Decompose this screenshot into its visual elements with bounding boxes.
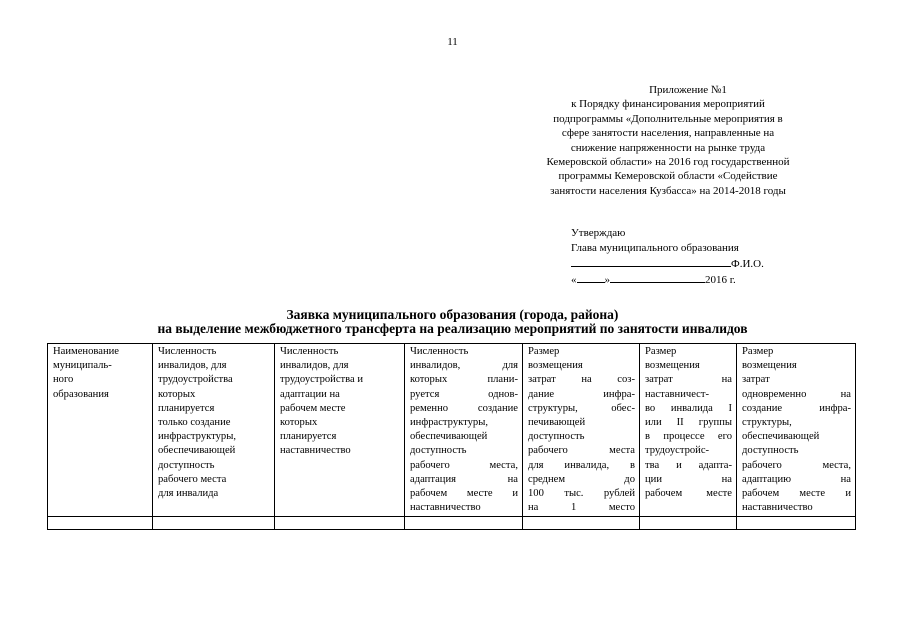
header-text-line: рабочем месте: [645, 488, 732, 500]
header-text-line: наставничество: [742, 502, 813, 514]
header-text-line: образования: [53, 388, 109, 400]
appendix-block: [512, 83, 824, 198]
header-text-line: которых: [280, 417, 318, 429]
header-text-line: в процессе его: [645, 431, 732, 443]
header-text-line: структуры, обес-: [528, 402, 635, 414]
header-text-line: только создание: [158, 417, 231, 429]
header-text-line: структуры,: [742, 417, 792, 429]
table-cell[interactable]: [640, 517, 737, 530]
header-text-line: инвалидов, для: [158, 360, 227, 372]
header-text-line: которых плани-: [410, 374, 518, 386]
header-text-line: среднем до: [528, 473, 635, 485]
date-quote-open: «: [571, 274, 577, 286]
table-cell[interactable]: [275, 517, 405, 530]
header-text-line: адаптация на: [410, 473, 518, 485]
header-text-line: обеспечивающей: [158, 445, 236, 457]
header-text-line: трудоустройства и: [280, 374, 364, 386]
header-text-line: доступность: [158, 459, 215, 471]
table-header-row: [48, 344, 856, 517]
header-text-line: ного: [53, 374, 74, 386]
header-text-line: рабочем месте и: [742, 488, 851, 500]
date-year: 2016 г.: [705, 274, 736, 286]
table-cell[interactable]: [48, 517, 153, 530]
header-text-line: возмещения: [645, 360, 700, 372]
header-text-line: которых: [158, 388, 196, 400]
header-text-line: Размер: [742, 346, 774, 357]
header-text-line: тва и адапта-: [645, 459, 732, 471]
header-text-line: одновременно на: [742, 388, 851, 400]
header-text-line: ременно создание: [410, 402, 518, 414]
header-text-line: на 1 место: [528, 502, 635, 514]
header-text-line: муниципаль-: [53, 360, 112, 372]
header-text-line: обеспечивающей: [742, 431, 820, 443]
header-text-line: наставничест-: [645, 388, 710, 400]
appendix-line: подпрограммы «Дополнительные мероприятия в: [553, 112, 783, 125]
header-text-line: возмещения: [528, 360, 583, 372]
appendix-line: к Порядку финансирования мероприятий: [571, 98, 765, 111]
day-blank: [577, 272, 605, 283]
appendix-line: сфере занятости населения, направленные на: [561, 127, 775, 140]
header-text-line: Численность: [280, 346, 339, 357]
header-text-line: обеспечивающей: [410, 431, 488, 443]
header-text-line: Наименование: [53, 346, 119, 357]
header-combined-count: [405, 344, 523, 517]
header-text-line: затрат на: [645, 374, 732, 386]
header-text-line: для инвалида, в: [528, 459, 635, 471]
header-text-line: инвалидов, для: [410, 360, 518, 372]
header-infrastructure-cost: [523, 344, 640, 517]
page-number: 11: [447, 36, 458, 48]
approve-label: Утверждаю: [571, 227, 626, 239]
header-text-line: затрат на соз-: [528, 374, 635, 386]
header-text-line: Численность: [158, 346, 217, 357]
request-table: [47, 343, 856, 530]
header-text-line: инфраструктуры,: [158, 431, 236, 443]
header-text-line: рабочем месте: [280, 402, 346, 414]
date-quote-close: »: [604, 274, 610, 286]
document-title-line2: на выделение межбюджетного трансферта на реализацию мероприятий по занятости инвалидов: [157, 321, 748, 336]
header-text-line: во инвалида I: [645, 402, 732, 414]
document-title-line1: Заявка муниципального образования (города, района): [286, 307, 619, 322]
header-text-line: Размер: [528, 346, 560, 357]
header-text-line: инвалидов, для: [280, 360, 349, 372]
header-text-line: доступность: [528, 431, 585, 443]
table-cell[interactable]: [153, 517, 275, 530]
header-text-line: рабочего места: [528, 445, 635, 457]
appendix-line: снижение напряженности на рынке труда: [570, 141, 766, 154]
header-text-line: доступность: [742, 445, 799, 457]
header-text-line: трудоустройс-: [645, 445, 710, 457]
header-text-line: или II группы: [645, 417, 732, 429]
date-line: [571, 272, 801, 288]
header-text-line: создание инфра-: [742, 402, 851, 414]
header-text-line: инфраструктуры,: [410, 417, 488, 429]
header-text-line: дание инфра-: [528, 388, 635, 400]
approver-position: Глава муниципального образования: [571, 242, 739, 254]
table-cell[interactable]: [405, 517, 523, 530]
appendix-line: занятости населения Кузбасса» на 2014-2018 годы: [550, 184, 786, 197]
header-text-line: наставничество: [410, 502, 481, 514]
header-text-line: планируется: [158, 402, 215, 414]
header-text-line: рабочего места,: [742, 459, 851, 471]
signature-blank: [571, 256, 731, 267]
header-combined-cost: [737, 344, 856, 517]
header-mentoring-cost: [640, 344, 737, 517]
header-text-line: наставничество: [280, 445, 351, 457]
header-text-line: возмещения: [742, 360, 797, 372]
header-text-line: трудоустройства: [158, 374, 233, 386]
table-row: [48, 517, 856, 530]
header-municipality: [48, 344, 153, 517]
fio-label: Ф.И.О.: [731, 258, 764, 270]
document-title: [0, 308, 905, 336]
table-cell[interactable]: [523, 517, 640, 530]
header-text-line: 100 тыс. рублей: [528, 488, 635, 500]
appendix-line: программы Кемеровской области «Содействие: [558, 170, 778, 183]
header-text-line: доступность: [410, 445, 467, 457]
appendix-title: Приложение №1: [649, 84, 727, 96]
header-text-line: Размер: [645, 346, 677, 357]
signature-line: [571, 256, 801, 272]
appendix-line: Кемеровской области» на 2016 год государственной: [546, 156, 790, 169]
header-text-line: рабочем месте и: [410, 488, 518, 500]
header-text-line: ции на: [645, 473, 732, 485]
header-text-line: печивающей: [528, 417, 586, 429]
header-text-line: руется однов-: [410, 388, 518, 400]
header-text-line: адаптацию на: [742, 473, 851, 485]
header-text-line: рабочего места: [158, 473, 227, 485]
header-text-line: Численность: [410, 346, 469, 357]
approval-block: [571, 226, 801, 288]
header-mentoring-count: [275, 344, 405, 517]
header-text-line: рабочего места,: [410, 459, 518, 471]
header-text-line: планируется: [280, 431, 337, 443]
month-blank: [610, 272, 705, 283]
header-text-line: адаптации на: [280, 388, 340, 400]
header-text-line: затрат: [742, 374, 770, 386]
header-text-line: для инвалида: [158, 488, 219, 500]
table-cell[interactable]: [737, 517, 856, 530]
header-infrastructure-count: [153, 344, 275, 517]
